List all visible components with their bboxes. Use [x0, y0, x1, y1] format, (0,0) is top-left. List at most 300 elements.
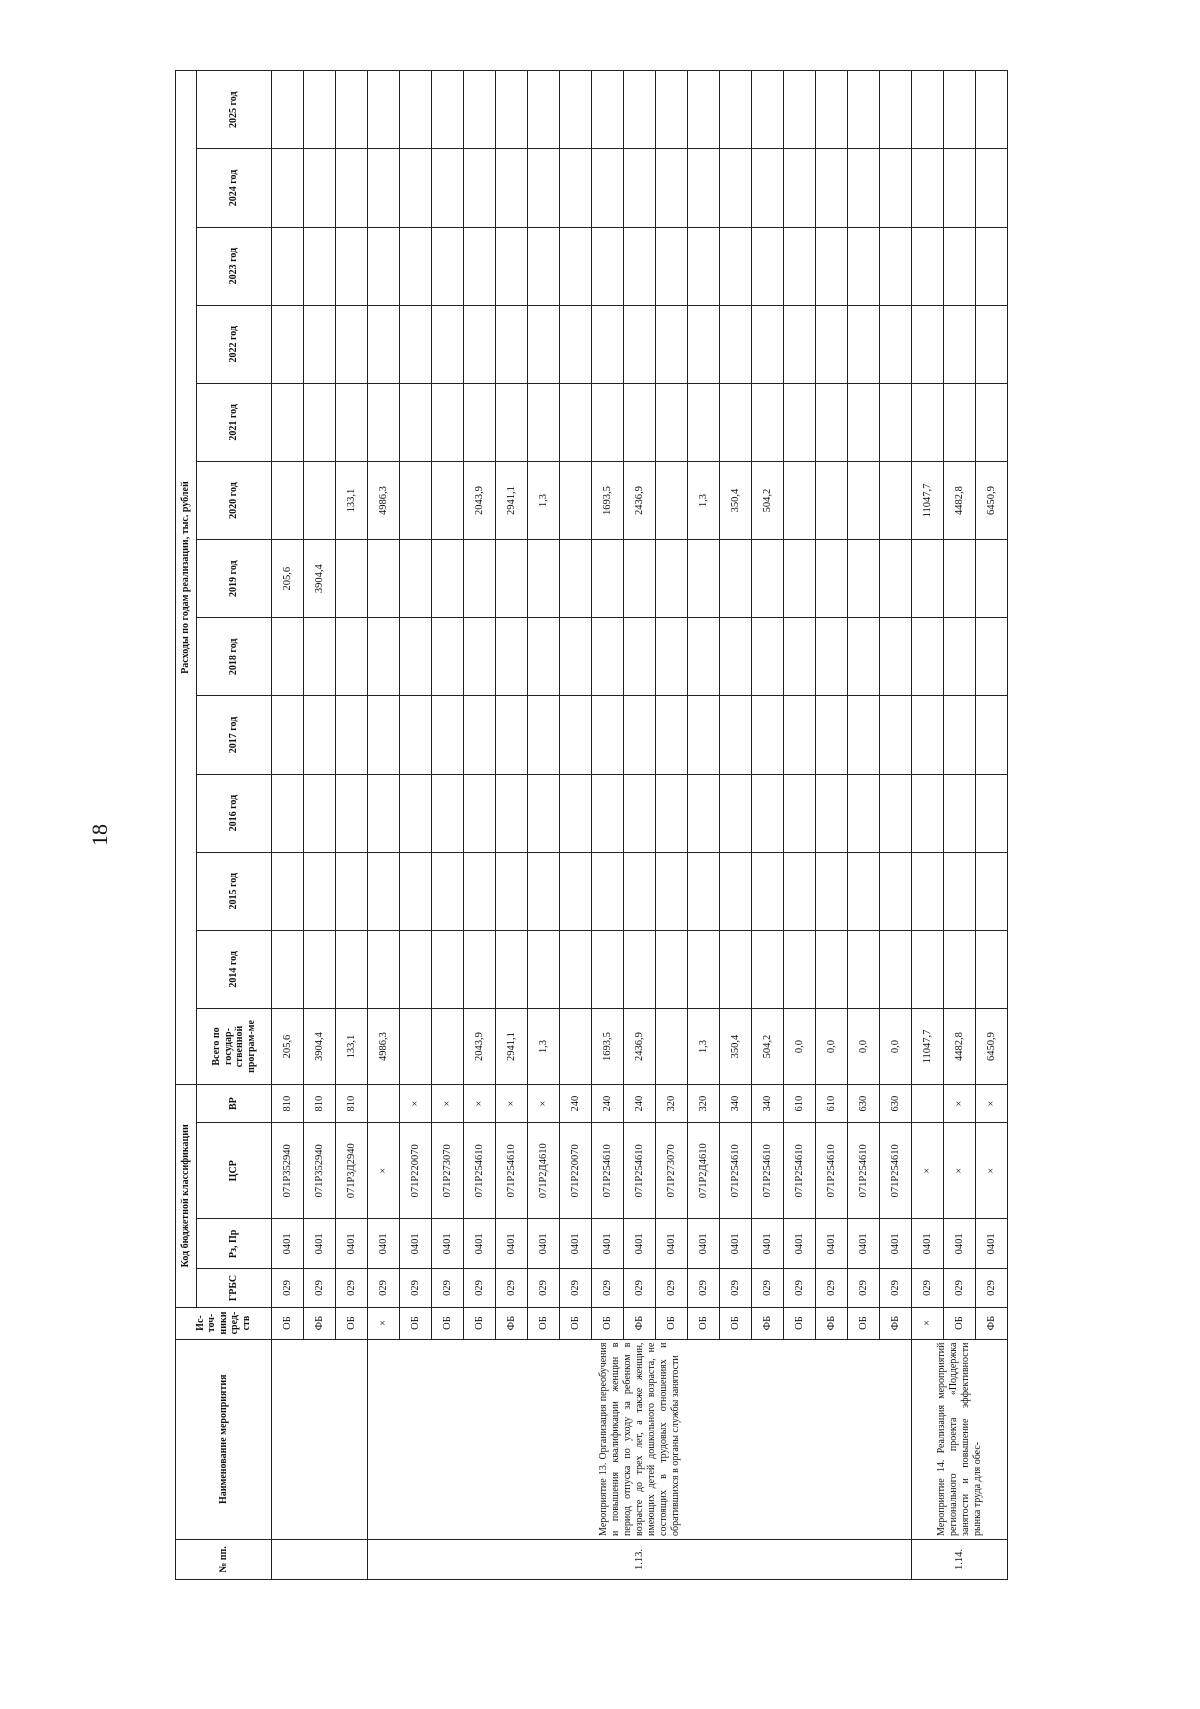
cell-year-9 [720, 227, 752, 305]
cell-year-9 [784, 227, 816, 305]
cell-year-10 [688, 149, 720, 227]
cell-year-2 [944, 774, 976, 852]
cell-year-1 [752, 852, 784, 930]
cell-year-5 [816, 540, 848, 618]
cell-year-4 [752, 618, 784, 696]
cell-source: ОБ [560, 1307, 592, 1339]
cell-rzpr: 0401 [784, 1219, 816, 1269]
cell-year-11 [656, 71, 688, 149]
cell-rzpr: 0401 [560, 1219, 592, 1269]
cell-year-2 [272, 774, 304, 852]
cell-source: ОБ [528, 1307, 560, 1339]
cell-year-11 [944, 71, 976, 149]
cell-year-0 [848, 930, 880, 1008]
cell-csr: × [912, 1123, 944, 1219]
header-total: Всего по государ-ственной програм-ме [197, 1008, 272, 1084]
cell-year-5 [976, 540, 1008, 618]
cell-year-3 [880, 696, 912, 774]
cell-year-3 [336, 696, 368, 774]
cell-year-0 [912, 930, 944, 1008]
cell-year-11 [272, 71, 304, 149]
cell-year-7 [880, 383, 912, 461]
cell-year-1 [304, 852, 336, 930]
cell-year-1 [624, 852, 656, 930]
measure-name: Мероприятие 14. Реализация мероприятий регионального проекта «Поддержка занятости и повышение эффективности рынка труда для обес- [912, 1339, 1008, 1539]
cell-year-1 [400, 852, 432, 930]
cell-year-5 [336, 540, 368, 618]
cell-year-9 [464, 227, 496, 305]
cell-csr: 071Р352940 [272, 1123, 304, 1219]
cell-rzpr: 0401 [656, 1219, 688, 1269]
cell-year-1 [912, 852, 944, 930]
cell-total: 2043,9 [464, 1008, 496, 1084]
cell-year-5 [848, 540, 880, 618]
cell-year-1 [880, 852, 912, 930]
cell-year-11 [560, 71, 592, 149]
cell-grbs: 029 [976, 1269, 1008, 1307]
cell-year-11 [688, 71, 720, 149]
cell-rzpr: 0401 [912, 1219, 944, 1269]
cell-rzpr: 0401 [272, 1219, 304, 1269]
cell-year-0 [400, 930, 432, 1008]
budget-table [175, 70, 1008, 1580]
cell-year-0 [496, 930, 528, 1008]
cell-csr: 071Р254610 [720, 1123, 752, 1219]
cell-rzpr: 0401 [624, 1219, 656, 1269]
cell-year-11 [720, 71, 752, 149]
cell-year-2 [464, 774, 496, 852]
header-source: Ис-точ-ники сред-ств [176, 1307, 272, 1339]
cell-year-10 [336, 149, 368, 227]
cell-year-8 [656, 305, 688, 383]
cell-year-5 [560, 540, 592, 618]
cell-year-10 [944, 149, 976, 227]
cell-source: × [368, 1307, 400, 1339]
cell-year-4 [848, 618, 880, 696]
cell-year-3 [496, 696, 528, 774]
cell-year-8 [272, 305, 304, 383]
header-num: № пп. [176, 1539, 272, 1579]
cell-year-5 [400, 540, 432, 618]
cell-source: ОБ [720, 1307, 752, 1339]
cell-vr: × [464, 1085, 496, 1123]
cell-year-1 [656, 852, 688, 930]
cell-year-5 [464, 540, 496, 618]
cell-csr: 071Р220070 [400, 1123, 432, 1219]
cell-year-10 [368, 149, 400, 227]
cell-year-9 [368, 227, 400, 305]
cell-year-7 [656, 383, 688, 461]
cell-year-11 [624, 71, 656, 149]
cell-year-9 [272, 227, 304, 305]
cell-source: ФБ [816, 1307, 848, 1339]
cell-vr: 240 [560, 1085, 592, 1123]
cell-year-2 [912, 774, 944, 852]
cell-year-1 [368, 852, 400, 930]
cell-vr: 810 [272, 1085, 304, 1123]
cell-year-8 [880, 305, 912, 383]
cell-vr: × [944, 1085, 976, 1123]
cell-year-4 [368, 618, 400, 696]
cell-year-7 [592, 383, 624, 461]
cell-year-8 [496, 305, 528, 383]
cell-year-8 [720, 305, 752, 383]
cell-year-5 [432, 540, 464, 618]
cell-year-10 [528, 149, 560, 227]
cell-grbs: 029 [944, 1269, 976, 1307]
cell-csr: 071Р254610 [848, 1123, 880, 1219]
cell-year-9 [816, 227, 848, 305]
cell-csr: × [976, 1123, 1008, 1219]
cell-year-5 [944, 540, 976, 618]
cell-year-10 [432, 149, 464, 227]
cell-year-11 [304, 71, 336, 149]
cell-source: ФБ [752, 1307, 784, 1339]
cell-year-4 [624, 618, 656, 696]
cell-year-9 [336, 227, 368, 305]
cell-source: × [912, 1307, 944, 1339]
cell-year-7 [560, 383, 592, 461]
cell-csr: 071Р254610 [464, 1123, 496, 1219]
cell-grbs: 029 [816, 1269, 848, 1307]
cell-grbs: 029 [656, 1269, 688, 1307]
cell-year-0 [624, 930, 656, 1008]
cell-year-10 [304, 149, 336, 227]
cell-year-3 [848, 696, 880, 774]
table-row [912, 71, 944, 1580]
cell-csr: 071Р273070 [656, 1123, 688, 1219]
cell-year-0 [464, 930, 496, 1008]
cell-year-0 [752, 930, 784, 1008]
cell-vr [912, 1085, 944, 1123]
cell-year-6: 1,3 [528, 461, 560, 539]
cell-year-9 [976, 227, 1008, 305]
cell-year-7 [688, 383, 720, 461]
cell-year-10 [784, 149, 816, 227]
cell-year-4 [944, 618, 976, 696]
cell-year-8 [464, 305, 496, 383]
cell-year-5 [592, 540, 624, 618]
cell-grbs: 029 [304, 1269, 336, 1307]
cell-year-6: 1,3 [688, 461, 720, 539]
cell-year-7 [528, 383, 560, 461]
cell-csr: 071Р254610 [624, 1123, 656, 1219]
cell-year-6 [816, 461, 848, 539]
cell-year-2 [848, 774, 880, 852]
cell-year-8 [816, 305, 848, 383]
cell-year-0 [432, 930, 464, 1008]
cell-total: 4482,8 [944, 1008, 976, 1084]
cell-year-4 [592, 618, 624, 696]
cell-year-6: 4482,8 [944, 461, 976, 539]
cell-year-10 [592, 149, 624, 227]
cell-source: ФБ [304, 1307, 336, 1339]
cell-grbs: 029 [400, 1269, 432, 1307]
cell-year-8 [752, 305, 784, 383]
cell-source: ОБ [848, 1307, 880, 1339]
cell-year-1 [944, 852, 976, 930]
cell-year-3 [944, 696, 976, 774]
cell-year-3 [656, 696, 688, 774]
cell-year-2 [816, 774, 848, 852]
cell-year-10 [496, 149, 528, 227]
cell-year-7 [784, 383, 816, 461]
header-year-8: 2022 год [197, 305, 272, 383]
cell-year-1 [272, 852, 304, 930]
cell-year-3 [432, 696, 464, 774]
cell-grbs: 029 [688, 1269, 720, 1307]
cell-total: 4986,3 [368, 1008, 400, 1084]
cell-year-7 [752, 383, 784, 461]
cell-csr: × [944, 1123, 976, 1219]
cell-vr: 810 [304, 1085, 336, 1123]
cell-year-0 [880, 930, 912, 1008]
cell-year-11 [496, 71, 528, 149]
measure-number [272, 1539, 368, 1579]
cell-total [560, 1008, 592, 1084]
cell-year-2 [656, 774, 688, 852]
cell-year-3 [400, 696, 432, 774]
cell-year-8 [944, 305, 976, 383]
cell-grbs: 029 [784, 1269, 816, 1307]
cell-total: 205,6 [272, 1008, 304, 1084]
cell-year-8 [432, 305, 464, 383]
cell-year-5 [624, 540, 656, 618]
cell-year-5: 205,6 [272, 540, 304, 618]
cell-year-10 [848, 149, 880, 227]
cell-year-2 [336, 774, 368, 852]
cell-year-0 [784, 930, 816, 1008]
cell-year-10 [912, 149, 944, 227]
cell-year-4 [656, 618, 688, 696]
cell-vr: × [432, 1085, 464, 1123]
cell-year-10 [400, 149, 432, 227]
header-name: Наименование мероприятия [176, 1339, 272, 1539]
cell-year-9 [400, 227, 432, 305]
cell-year-8 [336, 305, 368, 383]
header-year-5: 2019 год [197, 540, 272, 618]
cell-year-11 [784, 71, 816, 149]
cell-year-8 [624, 305, 656, 383]
cell-grbs: 029 [528, 1269, 560, 1307]
cell-year-10 [816, 149, 848, 227]
header-year-10: 2024 год [197, 149, 272, 227]
cell-vr: 810 [336, 1085, 368, 1123]
cell-rzpr: 0401 [688, 1219, 720, 1269]
cell-year-8 [304, 305, 336, 383]
cell-year-0 [304, 930, 336, 1008]
cell-year-0 [720, 930, 752, 1008]
cell-year-2 [688, 774, 720, 852]
cell-grbs: 029 [880, 1269, 912, 1307]
cell-rzpr: 0401 [592, 1219, 624, 1269]
cell-vr: 340 [752, 1085, 784, 1123]
cell-year-5 [784, 540, 816, 618]
cell-year-2 [784, 774, 816, 852]
cell-grbs: 029 [752, 1269, 784, 1307]
header-vr: ВР [197, 1085, 272, 1123]
cell-csr: 071Р273070 [432, 1123, 464, 1219]
cell-year-5 [752, 540, 784, 618]
rotated-table-wrapper [175, 70, 1095, 1580]
cell-csr: 071Р254610 [752, 1123, 784, 1219]
cell-year-1 [816, 852, 848, 930]
cell-year-5 [368, 540, 400, 618]
cell-total: 1,3 [688, 1008, 720, 1084]
cell-year-7 [624, 383, 656, 461]
cell-year-7 [496, 383, 528, 461]
cell-year-11 [432, 71, 464, 149]
cell-year-5: 3904,4 [304, 540, 336, 618]
cell-source: ОБ [464, 1307, 496, 1339]
cell-year-7 [848, 383, 880, 461]
measure-name: Мероприятие 13. Организация переобучения и повышения квалификации женщин в период отпуска по уходу за ребенком в возрасте до трех лет, а также женщин, имеющих детей дошкольного возраста, не состоящих в трудовых отношениях и обратившихся в органы службы занятости [368, 1339, 912, 1539]
cell-year-1 [784, 852, 816, 930]
cell-total: 6450,9 [976, 1008, 1008, 1084]
cell-vr: 610 [784, 1085, 816, 1123]
cell-year-11 [528, 71, 560, 149]
cell-year-4 [816, 618, 848, 696]
header-year-3: 2017 год [197, 696, 272, 774]
cell-year-3 [528, 696, 560, 774]
cell-rzpr: 0401 [976, 1219, 1008, 1269]
header-grbs: ГРБС [197, 1269, 272, 1307]
cell-year-1 [496, 852, 528, 930]
cell-source: ОБ [432, 1307, 464, 1339]
cell-vr: 240 [624, 1085, 656, 1123]
cell-year-1 [560, 852, 592, 930]
cell-year-11 [816, 71, 848, 149]
cell-source: ОБ [784, 1307, 816, 1339]
cell-year-6: 2436,9 [624, 461, 656, 539]
cell-csr: 071Р2Д4610 [688, 1123, 720, 1219]
cell-year-3 [272, 696, 304, 774]
cell-year-3 [784, 696, 816, 774]
cell-grbs: 029 [720, 1269, 752, 1307]
cell-year-2 [976, 774, 1008, 852]
cell-year-6 [432, 461, 464, 539]
cell-year-10 [464, 149, 496, 227]
cell-vr: 320 [656, 1085, 688, 1123]
cell-year-7 [720, 383, 752, 461]
cell-year-4 [336, 618, 368, 696]
cell-year-11 [368, 71, 400, 149]
cell-year-6: 11047,7 [912, 461, 944, 539]
header-csr: ЦСР [197, 1123, 272, 1219]
cell-total: 1,3 [528, 1008, 560, 1084]
measure-number: 1.13. [368, 1539, 912, 1579]
cell-year-3 [304, 696, 336, 774]
cell-year-10 [656, 149, 688, 227]
cell-year-2 [304, 774, 336, 852]
cell-year-6 [400, 461, 432, 539]
cell-year-3 [720, 696, 752, 774]
cell-year-2 [496, 774, 528, 852]
cell-year-8 [528, 305, 560, 383]
cell-year-2 [880, 774, 912, 852]
cell-vr: × [528, 1085, 560, 1123]
cell-grbs: 029 [464, 1269, 496, 1307]
cell-year-8 [368, 305, 400, 383]
cell-grbs: 029 [336, 1269, 368, 1307]
cell-grbs: 029 [368, 1269, 400, 1307]
cell-csr: 071Р254610 [496, 1123, 528, 1219]
cell-year-10 [560, 149, 592, 227]
cell-year-8 [400, 305, 432, 383]
cell-year-9 [688, 227, 720, 305]
cell-year-1 [528, 852, 560, 930]
cell-year-7 [816, 383, 848, 461]
cell-year-5 [528, 540, 560, 618]
cell-year-6: 4986,3 [368, 461, 400, 539]
cell-year-8 [560, 305, 592, 383]
cell-year-6: 1693,5 [592, 461, 624, 539]
cell-year-1 [720, 852, 752, 930]
cell-csr: 071Р220070 [560, 1123, 592, 1219]
cell-year-10 [272, 149, 304, 227]
cell-year-5 [496, 540, 528, 618]
cell-total: 0,0 [848, 1008, 880, 1084]
table-body [272, 71, 1008, 1580]
header-code-group: Код бюджетной классификации [176, 1085, 197, 1307]
cell-year-0 [592, 930, 624, 1008]
cell-year-2 [720, 774, 752, 852]
cell-year-10 [880, 149, 912, 227]
cell-year-9 [848, 227, 880, 305]
cell-year-5 [688, 540, 720, 618]
cell-year-7 [432, 383, 464, 461]
cell-grbs: 029 [272, 1269, 304, 1307]
cell-year-1 [464, 852, 496, 930]
header-year-2: 2016 год [197, 774, 272, 852]
cell-source: ОБ [336, 1307, 368, 1339]
cell-year-9 [528, 227, 560, 305]
cell-vr: 630 [848, 1085, 880, 1123]
table-row [272, 71, 304, 1580]
cell-csr: 071Р254610 [592, 1123, 624, 1219]
cell-year-2 [400, 774, 432, 852]
cell-vr: 630 [880, 1085, 912, 1123]
cell-year-0 [368, 930, 400, 1008]
cell-total: 350,4 [720, 1008, 752, 1084]
cell-source: ОБ [656, 1307, 688, 1339]
cell-year-11 [336, 71, 368, 149]
cell-year-9 [656, 227, 688, 305]
cell-rzpr: 0401 [400, 1219, 432, 1269]
cell-year-6 [272, 461, 304, 539]
measure-number: 1.14. [912, 1539, 1008, 1579]
cell-year-8 [848, 305, 880, 383]
cell-year-4 [720, 618, 752, 696]
cell-year-9 [752, 227, 784, 305]
cell-csr: 071Р2Д4610 [528, 1123, 560, 1219]
header-year-6: 2020 год [197, 461, 272, 539]
cell-vr: 240 [592, 1085, 624, 1123]
cell-year-4 [560, 618, 592, 696]
cell-total [432, 1008, 464, 1084]
cell-source: ФБ [624, 1307, 656, 1339]
cell-source: ОБ [944, 1307, 976, 1339]
cell-year-9 [912, 227, 944, 305]
cell-year-6 [848, 461, 880, 539]
cell-rzpr: 0401 [848, 1219, 880, 1269]
cell-year-7 [336, 383, 368, 461]
cell-year-1 [432, 852, 464, 930]
cell-year-4 [880, 618, 912, 696]
cell-year-4 [304, 618, 336, 696]
cell-year-2 [592, 774, 624, 852]
header-years-group: Расходы по годам реализации, тыс. рублей [176, 71, 197, 1085]
